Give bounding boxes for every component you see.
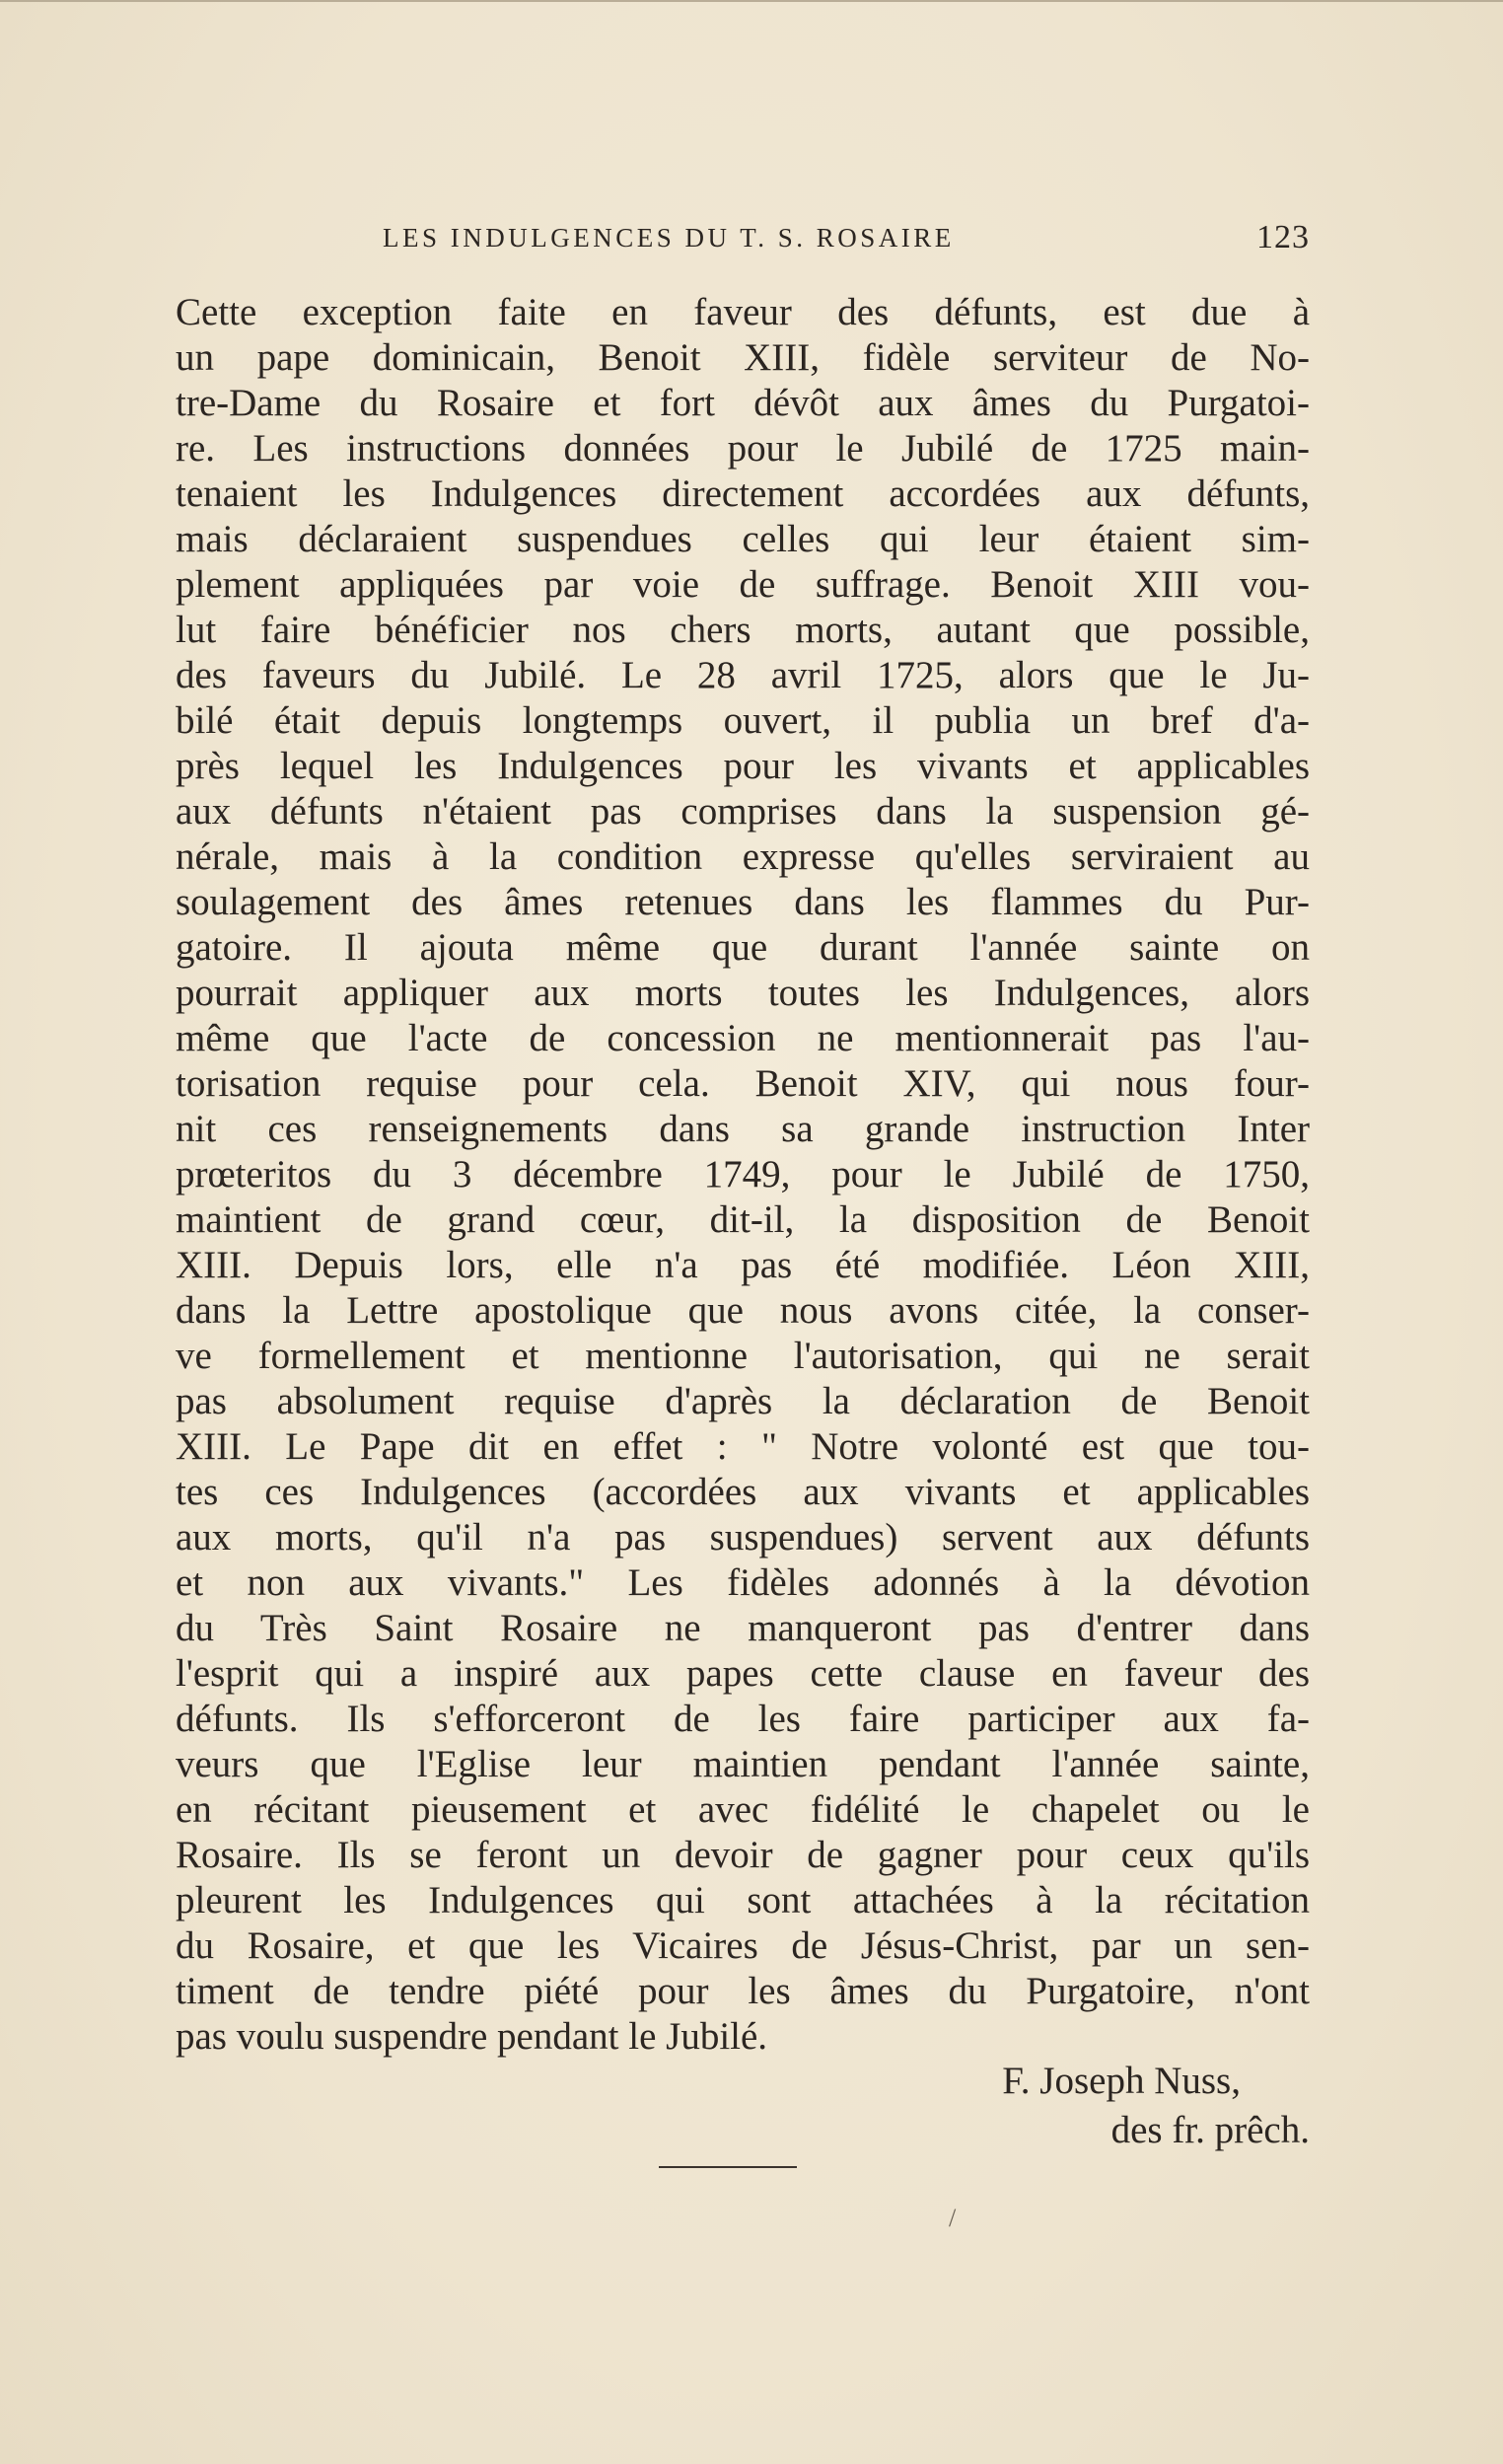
text-line: pourrait appliquer aux morts toutes les Indulgences, alors [176, 972, 1310, 1014]
text-line: du Très Saint Rosaire ne manqueront pas d'entrer dans [176, 1607, 1310, 1649]
text-line: timent de tendre piété pour les âmes du Purgatoire, n'ont [176, 1970, 1310, 2012]
text-line: même que l'acte de concession ne mentionnerait pas l'au- [176, 1017, 1310, 1059]
text-line: gatoire. Il ajouta même que durant l'année sainte on [176, 926, 1310, 969]
text-line: pas absolument requise d'après la déclaration de Benoit [176, 1380, 1310, 1422]
text-line: pleurent les Indulgences qui sont attachées à la récitation [176, 1879, 1310, 1921]
text-line: aux morts, qu'il n'a pas suspendues) servent aux défunts [176, 1516, 1310, 1558]
text-line: tes ces Indulgences (accordées aux vivants et applicables [176, 1471, 1310, 1513]
text-line: tenaient les Indulgences directement accordées aux défunts, [176, 472, 1310, 515]
text-line: nit ces renseignements dans sa grande instruction Inter [176, 1108, 1310, 1150]
text-line: défunts. Ils s'efforceront de les faire participer aux fa- [176, 1698, 1310, 1740]
running-title: LES INDULGENCES DU T. S. ROSAIRE [383, 223, 955, 253]
text-line: nérale, mais à la condition expresse qu'elles serviraient au [176, 835, 1310, 878]
text-line: ve formellement et mentionne l'autorisation, qui ne serait [176, 1335, 1310, 1377]
text-line: l'esprit qui a inspiré aux papes cette clause en faveur des [176, 1652, 1310, 1695]
text-line: prœteritos du 3 décembre 1749, pour le Jubilé de 1750, [176, 1153, 1310, 1196]
closing-rule [659, 2166, 797, 2168]
stray-mark: / [949, 2204, 957, 2232]
text-line: Cette exception faite en faveur des défunts, est due à [176, 291, 1310, 333]
text-line: un pape dominicain, Benoit XIII, fidèle serviteur de No- [176, 336, 1310, 379]
page-top-edge [0, 0, 1503, 8]
text-line: pas voulu suspendre pendant le Jubilé. [176, 2015, 768, 2058]
body-text [176, 290, 1310, 2060]
text-line: du Rosaire, et que les Vicaires de Jésus-Christ, par un sen- [176, 1924, 1310, 1967]
text-line: dans la Lettre apostolique que nous avons citée, la conser- [176, 1289, 1310, 1332]
text-line: des faveurs du Jubilé. Le 28 avril 1725, alors que le Ju- [176, 654, 1310, 696]
text-line: et non aux vivants." Les fidèles adonnés à la dévotion [176, 1561, 1310, 1604]
text-line: XIII. Le Pape dit en effet : " Notre volonté est que tou- [176, 1425, 1310, 1468]
text-line: mais déclaraient suspendues celles qui leur étaient sim- [176, 518, 1310, 560]
text-line: aux défunts n'étaient pas comprises dans la suspension gé- [176, 790, 1310, 833]
text-line: maintient de grand cœur, dit-il, la disposition de Benoit [176, 1198, 1310, 1241]
text-line: tre-Dame du Rosaire et fort dévôt aux âmes du Purgatoi- [176, 382, 1310, 424]
text-line: Rosaire. Ils se feront un devoir de gagner pour ceux qu'ils [176, 1834, 1310, 1876]
text-line: plement appliquées par voie de suffrage. Benoit XIII vou- [176, 563, 1310, 606]
page-number: 123 [1256, 219, 1310, 255]
signature-title: des fr. prêch. [1110, 2109, 1310, 2151]
text-line: veurs que l'Eglise leur maintien pendant l'année sainte, [176, 1743, 1310, 1785]
text-line: soulagement des âmes retenues dans les flammes du Pur- [176, 881, 1310, 923]
signature-block [176, 2057, 1310, 2155]
text-line: re. Les instructions données pour le Jubilé de 1725 main- [176, 427, 1310, 470]
text-line: lut faire bénéficier nos chers morts, autant que possible, [176, 609, 1310, 651]
running-header [176, 219, 1310, 262]
text-line: près lequel les Indulgences pour les vivants et applicables [176, 745, 1310, 787]
text-line: en récitant pieusement et avec fidélité le chapelet ou le [176, 1788, 1310, 1831]
text-line: bilé était depuis longtemps ouvert, il publia un bref d'a- [176, 699, 1310, 742]
text-line: torisation requise pour cela. Benoit XIV, qui nous four- [176, 1062, 1310, 1105]
text-line: XIII. Depuis lors, elle n'a pas été modifiée. Léon XIII, [176, 1244, 1310, 1286]
signature-name: F. Joseph Nuss, [1002, 2060, 1241, 2102]
